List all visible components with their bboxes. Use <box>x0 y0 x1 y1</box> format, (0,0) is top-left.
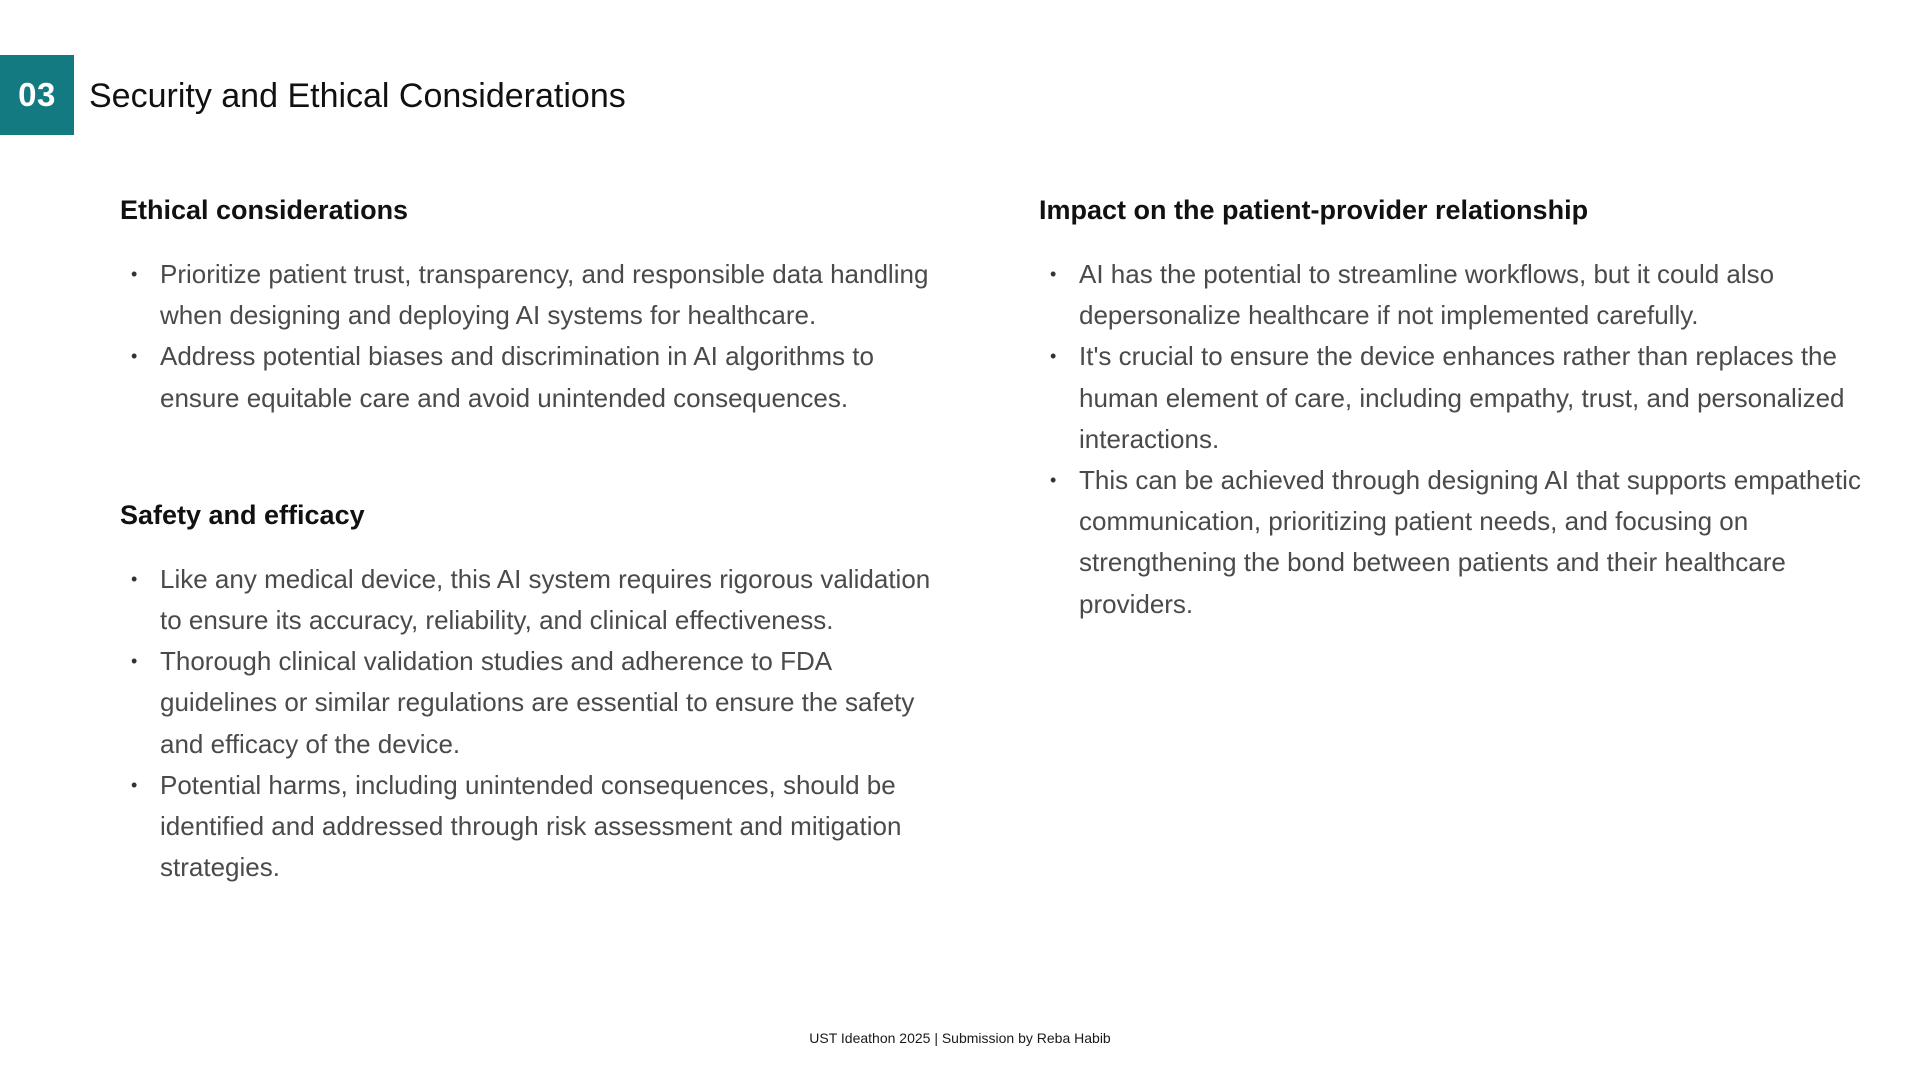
slide-title: Security and Ethical Considerations <box>89 77 626 115</box>
bullet-dot-icon: • <box>131 346 138 367</box>
bullet-item <box>120 254 950 336</box>
bullet-text: AI has the potential to streamline workflows, but it could also depersonalize healthcare if not implemented carefully. <box>1079 259 1775 331</box>
patient-provider-relationship-block <box>1039 190 1879 625</box>
bullet-item <box>1039 460 1879 625</box>
bullet-dot-icon: • <box>1050 264 1057 284</box>
safety-and-efficacy-block <box>120 495 950 889</box>
bullet-list <box>120 254 950 419</box>
bullet-dot-icon: • <box>1050 346 1057 367</box>
bullet-item <box>120 559 950 641</box>
block-heading: Impact on the patient-provider relationship <box>1039 195 1589 225</box>
bullet-item <box>1039 336 1879 460</box>
bullet-list <box>1039 254 1879 625</box>
bullet-item <box>120 336 950 418</box>
block-spacer <box>120 419 950 495</box>
ethical-considerations-block <box>120 190 950 419</box>
bullet-dot-icon: • <box>1050 470 1057 491</box>
bullet-text: Potential harms, including unintended consequences, should be identified and addressed through risk assessment and mitigation strategies. <box>160 769 902 883</box>
left-column <box>120 190 950 888</box>
bullet-text: Like any medical device, this AI system requires rigorous validation to ensure its accuracy, reliability, and clinical effectiveness. <box>160 563 931 636</box>
bullet-text: Address potential biases and discrimination in AI algorithms to ensure equitable care and avoid unintended consequences. <box>160 341 874 413</box>
bullet-text: It's crucial to ensure the device enhances rather than replaces the human element of care, including empathy, trust, and personalized interactions. <box>1079 341 1845 454</box>
block-heading: Safety and efficacy <box>120 499 365 530</box>
footer-credit: UST Ideathon 2025 | Submission by Reba Habib <box>809 1030 1111 1046</box>
bullet-item <box>1039 254 1879 336</box>
bullet-item <box>120 641 950 765</box>
bullet-item <box>120 765 950 889</box>
bullet-dot-icon: • <box>131 568 138 589</box>
block-heading: Ethical considerations <box>120 195 409 225</box>
bullet-text: This can be achieved through designing AI that supports empathetic communication, prioritizing patient needs, and focusing on strengthening the bond between patients and their healthcare providers. <box>1079 465 1861 619</box>
bullet-list <box>120 559 950 889</box>
bullet-dot-icon: • <box>131 774 138 795</box>
bullet-text: Prioritize patient trust, transparency, and responsible data handling when designing and deploying AI systems for healthcare. <box>160 259 929 331</box>
bullet-dot-icon: • <box>131 651 138 672</box>
bullet-text: Thorough clinical validation studies and adherence to FDA guidelines or similar regulations are essential to ensure the safety and efficacy of the device. <box>160 646 915 759</box>
section-number-badge: 03 <box>0 55 74 135</box>
bullet-dot-icon: • <box>131 264 138 284</box>
right-column <box>1039 190 1879 625</box>
